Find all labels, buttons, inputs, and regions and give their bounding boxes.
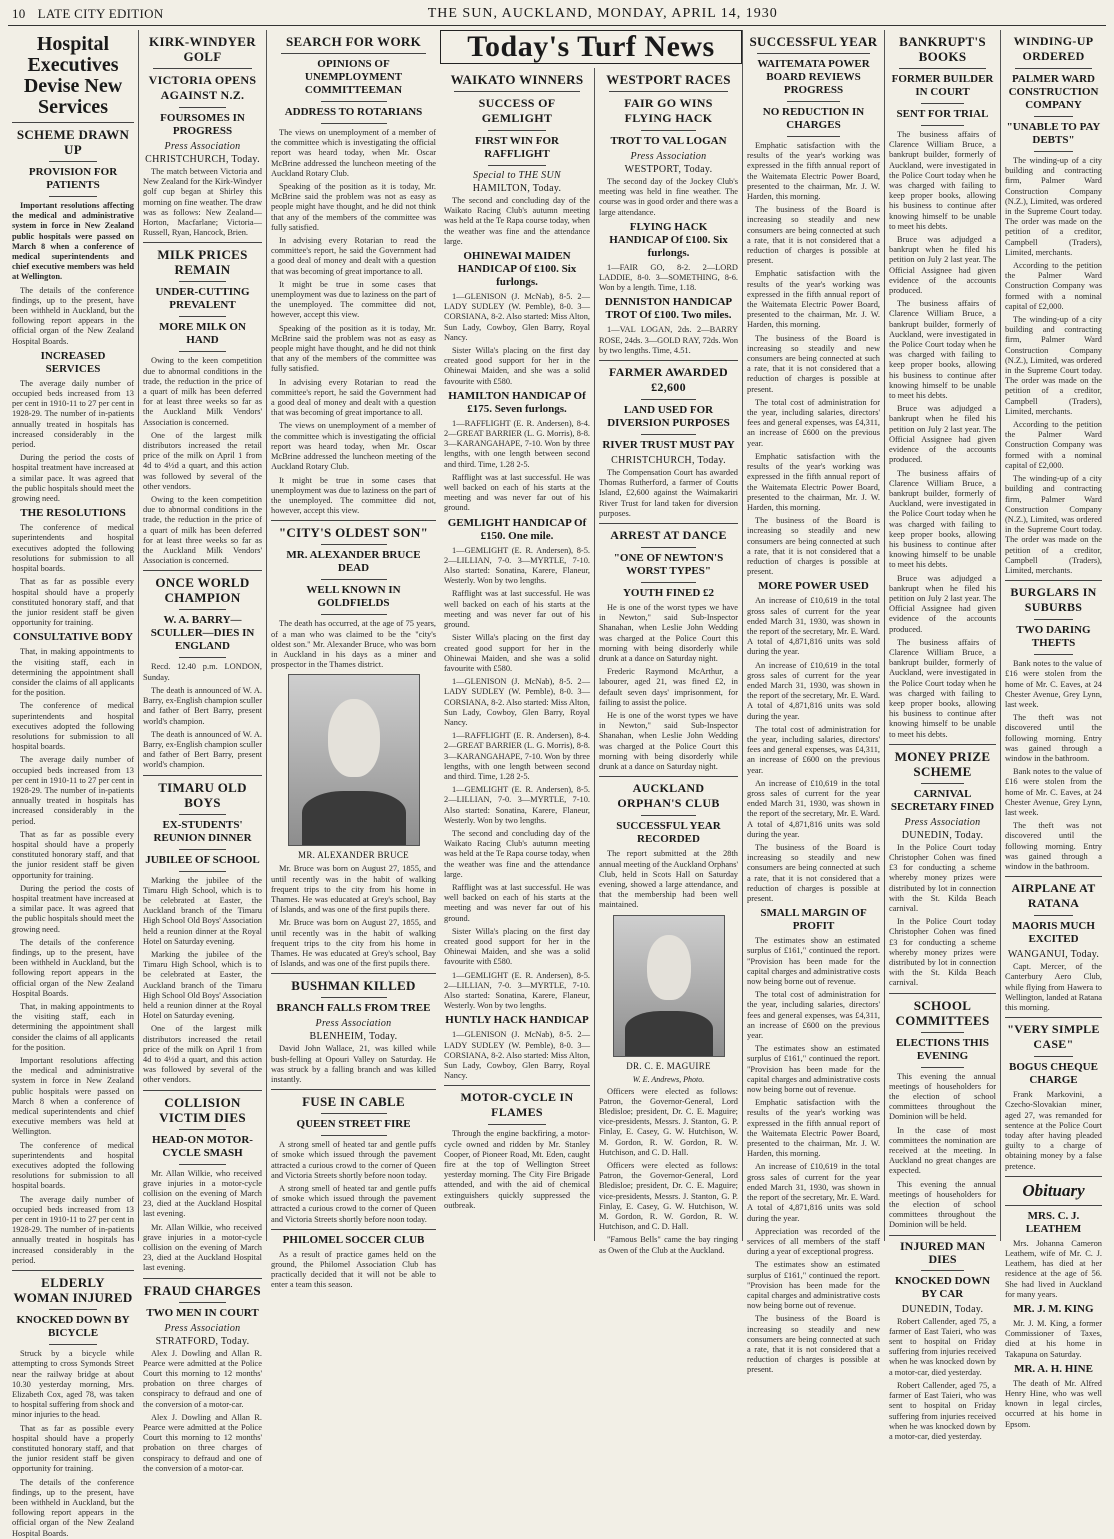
story-subheadline: VICTORIA OPENS AGAINST N.Z. [148,73,257,102]
story-headline: WAIKATO WINNERS [450,72,584,87]
paragraph: Emphatic satisfaction with the results of the year's working was expressed in the fifth annual report of the Waitemata Electric Power Board, presented to the chairman, Mr. J. W. Harden, this morning. [747,141,880,202]
paragraph: Alex J. Dowling and Allan R. Pearce were admitted at the Police Court this morning to 12 months' probation on three charges of conspiracy to defraud and one of the conversion of a motor-car. [143,1348,262,1409]
paragraph: Appreciation was recorded of the services of all members of the staff during a year of exceptional progress. [747,1226,880,1257]
paragraph: The match between Victoria and New Zealand for the Kirk-Windyer golf cup began at Shirley this morning on fine weather. The draw was as follows: New Zealand—Horton, Macfarlane; Victoria—Russell, Ryan, Hancock, Brien. [143,167,262,238]
column-6 [742,30,884,1375]
story-headline: TIMARU OLD BOYS [158,779,247,810]
story-headline: SEARCH FOR WORK [286,34,421,49]
story-subheadline: ELECTIONS THIS EVENING [895,1036,990,1062]
paragraph: The winding-up of a city building and contracting firm, Palmer Ward Construction Company (N.Z.), Limited, was ordered in the Supreme Court today. The order was made on the petition of a creditor, Campbell (Traders), Limited, merchants. [1005,315,1102,416]
obituary-heading: Obituary [1022,1180,1085,1200]
story-subheadline: JUBILEE OF SCHOOL [145,853,260,866]
story-subheadline: NO REDUCTION IN CHARGES [762,106,865,131]
story-headline: "CITY'S OLDEST SON" [278,525,429,541]
paragraph: One of the largest milk distributors increased the retail price of the milk on April 1 from 4d to 4½d a quart, and this action was followed by several of the other vendors. [143,430,262,491]
story-subheadline: SENT FOR TRIAL [896,108,989,120]
story-headline: MONEY PRIZE SCHEME [894,748,991,779]
paragraph: The winding-up of a city building and contracting firm, Palmer Ward Construction Company (N.Z.), Limited, was ordered in the Supreme Court today. The order was made on the petition of a creditor, Campbell (Traders), Limited, merchants. [1005,156,1102,257]
paragraph: The average daily number of occupied beds increased from 13 per cent in 1910-11 to 27 per cent in 1928-29. The number of in-patients annually treated in hospitals has increased considerably in the period. [12,1194,134,1265]
paragraph: In the Police Court today Christopher Cohen was fined £3 for conducting a scheme whereby money prizes were distributed by lot in connection with the St. Kilda Beach carnival. [889,917,996,988]
paragraph: Officers were elected as follows: Patron, the Governor-General, Lord Bledisloe; president, Dr. C. E. Maguire; vice-presidents, Messrs. J. Stanton, G. P. Finlay, E. Casey, G. W. Hutchison, W. M. Gordon, R. W. Gordon, R. W. Hutchison, and C. D. Hall. [599,1160,738,1232]
paragraph: An increase of £10,619 in the total gross sales of current for the year ended March 31, 1930, was shown in the report of the secretary, Mr. E. Ward. A total of 4,871,816 units was sold during the year. [747,596,880,657]
paragraph: As a result of practice games held on the ground, the Philomel Association Club has practically decided that it will not be able to enter a team this season. [271,1249,436,1290]
story-headline: FRAUD CHARGES [144,1282,261,1298]
paragraph: The death of Mr. Alfred Henry Hine, who was well known in legal circles, occurred at his home in Epsom. [1005,1378,1102,1429]
subheadline: PROVISION FOR PATIENTS [28,166,118,191]
paragraph: 1—FAIR GO, 8-2. 2—LORD LADDIE, 8-0. 3—SOMETHING, 8-6. Won by a length. Time, 1.18. [599,262,738,293]
story-subheadline: PALMER WARD CONSTRUCTION COMPANY [1008,73,1099,111]
paragraph: It might be true in some cases that unemployment was due to laziness on the part of the unemployed. The committee did not, however, accept this view. [271,279,436,320]
paragraph: Mr. Bruce was born on August 27, 1855, and until recently was in the habit of walking frequent trips to the city from his home in Thames. He was educated at Grey's school, Bay of Islands, and was one of the first pupils there. [271,918,436,969]
photo-caption: DR. C. E. MAGUIRE [626,1060,711,1071]
subheading: INCREASED SERVICES [40,349,106,375]
story-subheadline: LAND USED FOR DIVERSION PURPOSES [607,404,730,430]
paragraph: Bank notes to the value of £16 were stolen from the home of Mr. C. Eaves, at 24 Chester Avenue, Grey Lynn, last week. [1005,659,1102,709]
column-5 [594,68,742,1255]
column-3 [266,30,440,1290]
story-subheadline: YOUTH FINED £2 [622,587,715,600]
paragraph: Through the engine backfiring, a motor-cycle owned and ridden by Mr. Stanley Cooper, of Pioneer Road, Mt. Eden, caught fire at the top of Wellington Street yesterday morning. The City Fire Brigade attended, and with the aid of chemical extinguishers quickly suppressed the outbreak. [444,1129,590,1210]
turf-news-banner: Today's Turf News [440,30,742,64]
dateline: STRATFORD, Today. [155,1335,250,1347]
column-8 [1000,30,1106,1429]
paragraph: This evening the annual meetings of householders for the election of school committees throughout the Dominion will be held. [889,1179,996,1230]
paragraph: The death is announced of W. A. Barry, ex-English champion sculler and father of Bert Barry, present world's champion. [143,685,262,726]
dateline: CHRISTCHURCH, Today. [611,455,726,467]
paragraph: The winding-up of a city building and contracting firm, Palmer Ward Construction Company (N.Z.), Limited, was ordered in the Supreme Court today. The order was made on the petition of a creditor, Campbell (Traders), Limited, merchants. [1005,474,1102,575]
paragraph: The business of the Board is increasing so steadily and new consumers are being connected at such a rate, that it is not considered that a reduction of charges is possible at present. [747,516,880,577]
paragraph: 1—GEMLIGHT (E. R. Andersen), 8-5. 2—LILLIAN, 7-0. 3—MYRTLE, 7-10. Also started: Sonatina, Karere, Flaneur, Westerly. Won by two lengths. [444,545,590,586]
paragraph: Rafflight was at last successful. He was well backed on each of his starts at the meeting and was never far out of his ground. [444,472,590,513]
paragraph: The business affairs of Clarence William Bruce, a bankrupt builder, formerly of Auckland, were investigated in the Police Court today when he was charged with failing to keep proper books, allowing his business to continue after knowing himself to be unable to meet his debts. [889,299,996,401]
press-association: Press Association [315,1018,392,1030]
story-headline: MOTOR-CYCLE IN FLAMES [460,1090,574,1120]
paragraph: According to the petition the Palmer Ward Construction Company was formed with a nominal capital of £2,000. [1005,261,1102,311]
story-subheadline: FOURSOMES IN PROGRESS [160,112,245,137]
story-subheadline: WAITEMATA POWER BOARD REVIEWS PROGRESS [757,58,870,96]
paragraph: Sister Willa's placing on the first day created good support for her in the Ohinewai Maiden, and she was a solid favourite with £580. [444,346,590,386]
subheading: THE RESOLUTIONS [20,507,126,520]
paragraph: In the case of most committees the nomination are received at the meeting. In Auckland no great changes are expected. [889,1125,996,1176]
paragraph: Rafflight was at last successful. He was well backed on each of his starts at the meeting and was never far out of his ground. [444,589,590,630]
obituary-name: MR. J. M. KING [1013,1303,1094,1316]
paragraph: Robert Callender, aged 75, a farmer of East Taieri, who was sent to hospital on Friday suffering from injuries received when he was knocked down by a motor-car, died yesterday. [889,1380,996,1441]
press-association: Press Association [630,151,707,162]
special-note: Special to THE SUN [473,170,561,181]
paragraph: Owing to the keen competition due to abnormal conditions in the trade, the reduction in the price of a quart of milk has been deferred for at least three weeks so far as the Auckland Milk Vendors' Association is concerned. [143,356,262,427]
story-subheadline: UNDER-CUTTING PREVALENT [155,286,250,312]
story-subheadline: TWO DARING THEFTS [1016,624,1091,650]
paragraph: Bruce was adjudged a bankrupt when he filed his petition on July 2 last year. The Official Assignee had given evidence of the accounts produced. [889,573,996,634]
paragraph: In advising every Rotarian to read the committee's report, he said the Government had a good deal of money and dealt with a question that was becoming of great importance to all. [271,236,436,276]
story-headline: BANKRUPT'S BOOKS [899,34,986,64]
paragraph: The details of the conference findings, up to the present, have been withheld in Auckland, but the following report appears in the official organ of the New Zealand Hospital Boards. [12,1477,134,1538]
story-headline: AIRPLANE AT RATANA [1011,881,1096,911]
story-headline: PHILOMEL SOCCER CLUB [282,1233,425,1246]
paragraph: The conference of medical superintendents and hospital executives adopted the following resolutions for submission to all hospital boards. [12,701,134,752]
obituary-name: MR. A. H. HINE [1014,1362,1093,1375]
portrait-photo [613,915,725,1057]
paragraph: The business affairs of Clarence William Bruce, a bankrupt builder, formerly of Auckland, were investigated in the Police Court today when he was charged with failing to keep proper books, allowing his business to continue after knowing himself to be unable to meet his debts. [889,468,996,570]
paragraph: The theft was not discovered until the following morning. Entry was gained through a window in the bathroom. [1005,821,1102,871]
story-headline: ELDERLY WOMAN INJURED [13,1275,133,1306]
paragraph: One of the largest milk distributors increased the retail price of the milk on April 1 from 4d to 4½d a quart, and this action was followed by several of the other vendors. [143,1024,262,1085]
paragraph: The business affairs of Clarence William Bruce, a bankrupt builder, formerly of Auckland, were investigated in the Police Court today when he was charged with failing to keep proper books, allowing his business to continue after knowing himself to be unable to meet his debts. [889,130,996,231]
paragraph: Rafflight was at last successful. He was well backed on each of his starts at the meeting and was never far out of his ground. [444,882,590,923]
paragraph: An increase of £10,619 in the total gross sales of current for the year ended March 31, 1930, was shown in the report of the secretary, Mr. E. Ward. A total of 4,871,816 units was sold during the year. [747,660,880,721]
story-subheadline: WELL KNOWN IN GOLDFIELDS [306,584,401,610]
story-headline: KIRK-WINDYER GOLF [149,34,256,64]
dateline: Recd. 12.40 p.m. LONDON, Sunday. [143,662,262,682]
paragraph: He is one of the worst types we have in Newton," said Sub-Inspector Shanahan, when Leslie John Wedding was charged at the Police Court this morning with being disorderly while drunk at a dance on Saturday night. [599,711,738,772]
paragraph: The details of the conference findings, up to the present, have been withheld in Auckland, but the following report appears in the official organ of the New Zealand Hospital Boards. [12,285,134,346]
paragraph: The death is announced of W. A. Barry, ex-English champion sculler and father of Bert Barry, present world's champion. [143,729,262,770]
paragraph: 1—GLENISON (J. McNab), 8-5. 2—LADY SUDLEY (W. Pemble), 8-0. 3—CORSIANA, 8-2. Also started: Miss Alton, Sun Lady, Cowboy, Glen Barry, Royal Nancy. [444,1030,590,1081]
paragraph: Bruce was adjudged a bankrupt when he filed his petition on July 2 last year. The Official Assignee had given evidence of the accounts produced. [889,404,996,465]
story-subheadline: TWO MEN IN COURT [146,1306,259,1319]
paragraph: A strong smell of heated tar and gentle puffs of smoke which issued through the pavement attracted a curious crowd to the corner of Queen and Victoria Streets shortly before noon today. [271,1183,436,1224]
paragraph: "Famous Bells" came the bay ringing as Owen of the Club at the Auckland. [599,1235,738,1255]
story-headline: ARREST AT DANCE [610,528,727,543]
paragraph: According to the petition the Palmer Ward Construction Company was formed with a nominal capital of £2,000. [1005,420,1102,470]
paragraph: Capt. Mercer, of the Canterbury Aero Club, while flying from Hawera to Wellington, landed at Ratana this morning. [1005,962,1103,1012]
paragraph: Bruce was adjudged a bankrupt when he filed his petition on July 2 last year. The Official Assignee had given evidence of the accounts produced. [889,235,996,296]
paragraph: Important resolutions affecting the medical and administrative system in force in New Zealand public hospitals were passed on March 8 when a conference of medical superintendents and chief executive members was held at Wellington. [12,1056,134,1137]
paragraph: Mr. J. M. King, a former Commissioner of Taxes, died at his home in Takapuna on Saturday. [1005,1319,1102,1359]
paragraph: That as far as possible every hospital should have a properly constituted honorary staff, and that the junior resident staff be given opportunity for training. [12,1423,134,1474]
story-headline: COLLISION VICTIM DIES [159,1094,246,1125]
story-headline: FARMER AWARDED £2,600 [609,365,728,395]
paragraph: Robert Callender, aged 75, a farmer of East Taieri, who was sent to hospital on Friday suffering from injuries received when he was knocked down by a motor-car, died yesterday. [889,1316,996,1377]
paragraph: This evening the annual meetings of householders for the election of school committees throughout the Dominion will be held. [889,1071,996,1122]
paragraph: 1—GEMLIGHT (E. R. Andersen), 8-5. 2—LILLIAN, 7-0. 3—MYRTLE, 7-10. Also started: Sonatina, Karere, Flaneur, Westerly. Won by two lengths. [444,970,590,1011]
story-subheadline: ADDRESS TO ROTARIANS [284,106,423,118]
paragraph: The total cost of administration for the year, including salaries, directors' fees and general expenses, was £4,311, an increase of £600 on the previous year. [747,724,880,775]
story-subheadline: TROT TO VAL LOGAN [610,135,727,147]
paragraph: Sister Willa's placing on the first day created good support for her in the Ohinewai Maiden, and she was a solid favourite with £580. [444,926,590,967]
paragraph: Struck by a bicycle while attempting to cross Symonds Street near the railway bridge at about 10.30 yesterday morning, Mrs. Elizabeth Cox, aged 78, was taken to hospital suffering from shock and minor injuries to the head. [12,1349,134,1420]
story-headline: WESTPORT RACES [606,72,731,87]
story-subheadline: FIRST WIN FOR RAFFLIGHT [475,135,559,160]
story-headline: MILK PRICES REMAIN [157,247,248,278]
press-association: Press Association [164,1322,241,1334]
story-headline: INJURED MAN DIES [900,1238,985,1266]
story-headline: BURGLARS IN SUBURBS [1010,585,1097,615]
paragraph: The second and concluding day of the Waikato Racing Club's autumn meeting was held at the Te Rapa course today, when the weather was fine and the attendance large. [444,828,590,879]
story-subheadline: QUEEN STREET FIRE [296,1118,411,1131]
paragraph: The business affairs of Clarence William Bruce, a bankrupt builder, formerly of Auckland, were investigated in the Police Court today when he was charged with failing to keep proper books, allowing his business to continue after knowing himself to be unable to meet his debts. [889,637,996,739]
paragraph: In the Police Court today Christopher Cohen was fined £3 for conducting a scheme whereby money prizes were distributed by lot in connection with the St. Kilda Beach carnival. [889,842,996,913]
paragraph: Emphatic satisfaction with the results of the year's working was expressed in the fifth annual report of the Waitemata Electric Power Board, presented to the chairman, Mr. J. W. Harden, this morning. [747,451,880,512]
photo-caption: MR. ALEXANDER BRUCE [298,850,409,861]
story-subheadline: KNOCKED DOWN BY CAR [894,1274,991,1300]
column-2 [138,30,266,1473]
press-association: Press Association [164,141,241,152]
paragraph: It might be true in some cases that unemployment was due to laziness on the part of the unemployed. The committee did not, however, accept this view. [271,475,436,516]
paragraph: An increase of £10,619 in the total gross sales of current for the year ended March 31, 1930, was shown in the report of the secretary, Mr. E. Ward. A total of 4,871,816 units was sold during the year. [747,1162,880,1223]
race-title: HAMILTON HANDICAP Of £175. Seven furlongs. [448,389,586,415]
paragraph: Alex J. Dowling and Allan R. Pearce were admitted at the Police Court this morning to 12 months' probation on three charges of conspiracy to defraud and one of the conversion of a motor-car. [143,1412,262,1473]
paragraph: The Compensation Court has awarded Thomas Rutherford, a farmer of Coutts Island, £2,600 against the Waimakariri River Trust for land taken for diversion purposes. [599,468,738,518]
dateline: WANGANUI, Today. [1007,949,1100,961]
dateline: WESTPORT, Today. [624,164,713,175]
paragraph: Speaking of the position as it is today, Mr. McBrine said the problem was not as easy as people might have thought, and he did not think that any of the members of the committee was fully satisfied. [271,323,436,374]
story-subheadline: EX-STUDENTS' REUNION DINNER [153,818,252,844]
paragraph: Mr. Bruce was born on August 27, 1855, and until recently was in the habit of walking frequent trips to the city from his home in Thames. He was educated at Grey's school, Bay of Islands, and was one of the first pupils there. [271,864,436,915]
paragraph: 1—GLENISON (J. McNab), 8-5. 2—LADY SUDLEY (W. Pemble), 8-0. 3—CORSIANA, 8-2. Also started: Miss Alton, Sun Lady, Cowboy, Glen Barry, Royal Nancy. [444,292,590,342]
dateline: HAMILTON, Today. [472,183,562,194]
headline: Hospital Executives Devise New Services [23,33,123,118]
page-number: 10 [12,6,26,21]
story-subheadline: OPINIONS OF UNEMPLOYMENT COMMITTEEMAN [304,58,403,96]
paragraph: The views on unemployment of a member of the committee which is investigating the official report was heard today, when Mr. Oscar McBrine addressed the luncheon meeting of the Auckland Rotary Club. [271,128,436,178]
story-headline: WINDING-UP ORDERED [1013,34,1094,63]
paragraph: The theft was not discovered until the following morning. Entry was gained through a window in the bathroom. [1005,713,1102,763]
story-headline: "VERY SIMPLE CASE" [1007,1022,1100,1052]
dateline: DUNEDIN, Today. [901,829,984,841]
paragraph: Mr. Allan Wilkie, who received grave injuries in a motor-cycle collision on the evening of March 23, died at the Auckland Hospital last evening. [143,1168,262,1219]
story-subheadline: KNOCKED DOWN BY BICYCLE [16,1314,130,1340]
story-subheadline: "ONE OF NEWTON'S WORST TYPES" [613,552,724,578]
paragraph: The average daily number of occupied beds increased from 13 per cent in 1910-11 to 27 per cent in 1928-29. The number of in-patients annually treated in hospitals has increased considerably in the period. [12,378,134,450]
story-subheadline: SUCCESS OF GEMLIGHT [478,96,556,125]
paragraph: 1—RAFFLIGHT (E. R. Andersen), 8-4. 2—GREAT BARRIER (L. G. Morris), 8-8. 3—KARANGAHAPE, 7-10. Won by three lengths, with one length between second and third. Time, 1.28 2-5. [444,731,590,781]
paragraph: That, in making appointments to the visiting staff, each in determining the appointment shall consider the claims of all applicants for the position. [12,647,134,698]
paragraph: An increase of £10,619 in the total gross sales of current for the year ended March 31, 1930, was shown in the report of the secretary, Mr. E. Ward. A total of 4,871,816 units was sold during the year. [747,778,880,839]
paragraph: That, in making appointments to the visiting staff, each in determining the appointment shall consider the claims of all applicants for the position. [12,1002,134,1052]
paragraph: That as far as possible every hospital should have a properly constituted honorary staff, and that the junior resident staff be given opportunity for training. [12,829,134,880]
dateline: CHRISTCHURCH, Today. [145,154,260,165]
column-4 [440,68,594,1241]
race-title: HUNTLY HACK HANDICAP [445,1014,589,1027]
paragraph: Important resolutions affecting the medical and administrative system in force in New Zealand public hospitals were passed on March 8 when a conference of medical superintendents and chief executive members was held at Wellington. [12,201,134,282]
paragraph: The views on unemployment of a member of the committee which is investigating the official report was heard today, when Mr. Oscar McBrine addressed the luncheon meeting of the Auckland Rotary Club. [271,421,436,472]
story-headline: BUSHMAN KILLED [291,978,416,994]
story-subheadline: BOGUS CHEQUE CHARGE [1009,1061,1098,1087]
paragraph: He is one of the worst types we have in Newton," said Sub-Inspector Shanahan, when Leslie John Wedding was charged at the Police Court this morning with being disorderly while drunk at a dance on Saturday night. [599,603,738,664]
paragraph: Officers were elected as follows: Patron, the Governor-General, Lord Bledisloe; president, Dr. C. E. Maguire; vice-presidents, Messrs. J. Stanton, G. P. Finlay, E. Casey, G. W. Hutchison, W. M. Gordon, R. W. Gordon, R. W. Hutchison, and C. D. Hall. [599,1086,738,1157]
paragraph: The report submitted at the 28th annual meeting of the Auckland Orphans' Club, held in Scots Hall on Saturday evening, showed a large attendance, and that the membership had been well maintained. [599,849,738,910]
paper-title: THE SUN, AUCKLAND, MONDAY, APRIL 14, 1930 [427,6,778,21]
subheading: MORE POWER USED [758,580,869,593]
paragraph: The average daily number of occupied beds increased from 13 per cent in 1910-11 to 27 per cent in 1928-29. The number of in-patients annually treated in hospitals has increased considerably in the period. [12,755,134,826]
masthead [8,6,1106,26]
story-subheadline: FAIR GO WINS FLYING HACK [624,96,713,125]
paragraph: Mrs. Johanna Cameron Leathem, wife of Mr. C. J. Leathem, has died at her residence at the age of 56. She had lived in Auckland for many years. [1005,1238,1102,1299]
paragraph: Emphatic satisfaction with the results of the year's working was expressed in the fifth annual report of the Waitemata Electric Power Board, presented to the chairman, Mr. J. W. Harden, this morning. [747,1098,880,1159]
paragraph: 1—GEMLIGHT (E. R. Andersen), 8-5. 2—LILLIAN, 7-0. 3—MYRTLE, 7-10. Also started: Sonatina, Karere, Flaneur, Westerly. Won by two lengths. [444,785,590,825]
paragraph: Owing to the keen competition due to abnormal conditions in the trade, the reduction in the price of a quart of milk has been deferred for at least three weeks so far as the Auckland Milk Vendors' Association is concerned. [143,495,262,566]
paragraph: Frank Markovini, a Czecho-Slovakian miner, aged 27, was remanded for sentence at the Police Court today after having pleaded guilty to a charge of obtaining money by a false pretence. [1005,1090,1102,1171]
paragraph: The details of the conference findings, up to the present, have been withheld in Auckland, but the following report appears in the official organ of the New Zealand Hospital Boards. [12,937,134,998]
story-subheadline: W. A. BARRY—SCULLER—DIES IN ENGLAND [150,614,255,653]
paragraph: The business of the Board is increasing so steadily and new consumers are being connected at such a rate, that it is not considered that a reduction of charges is possible at present. [747,205,880,266]
paragraph: Bank notes to the value of £16 were stolen from the home of Mr. C. Eaves, at 24 Chester Avenue, Grey Lynn, last week. [1005,767,1102,817]
paragraph: The conference of medical superintendents and hospital executives adopted the following resolutions for submission to all hospital boards. [12,523,134,574]
race-title: OHINEWAI MAIDEN HANDICAP Of £100. Six furlongs. [457,250,577,289]
paragraph: Emphatic satisfaction with the results of the year's working was expressed in the fifth annual report of the Waitemata Electric Power Board, presented to the chairman, Mr. J. W. Harden, this morning. [747,269,880,330]
paragraph: A strong smell of heated tar and gentle puffs of smoke which issued through the pavement attracted a curious crowd to the corner of Queen and Victoria Streets shortly before noon today. [271,1140,436,1180]
story-headline: SCHOOL COMMITTEES [895,997,990,1028]
dateline: BLENHEIM, Today. [309,1031,398,1043]
paragraph: The conference of medical superintendents and hospital executives adopted the following resolutions for submission to all hospital boards. [12,1140,134,1191]
paragraph: Frederic Raymond McArthur, a labourer, aged 21, was fined £2, in default seven days' imprisonment, for failing to assist the police. [599,667,738,707]
paragraph: That as far as possible every hospital should have a properly constituted honorary staff, and that the junior resident staff be given opportunity for training. [12,577,134,628]
paragraph: The total cost of administration for the year, including salaries, directors' fees and general expenses, was £4,311, an increase of £600 on the previous year. [747,990,880,1041]
story-subheadline: MORE MILK ON HAND [159,321,246,347]
paragraph: 1—VAL LOGAN, 2ds. 2—BARRY ROSE, 24ds. 3—GOLD RAY, 72ds. Won by two lengths. Time, 4.51. [599,325,739,355]
paragraph: During the period the costs of hospital treatment have increased at a similar pace. It was agreed that the public hospitals should meet the growing need. [12,453,134,504]
story-subheadline: CARNIVAL SECRETARY FINED [890,787,995,813]
story-subheadline: SUCCESSFUL YEAR RECORDED [616,820,721,846]
race-title: GEMLIGHT HANDICAP Of £150. One mile. [447,516,587,542]
paragraph: 1—GLENISON (J. McNab), 8-5. 2—LADY SUDLEY (W. Pemble), 8-0. 3—CORSIANA, 8-2. Also started: Miss Alton, Sun Lady, Cowboy, Glen Barry, Royal Nancy. [444,677,590,727]
obituary-name: MRS. C. J. LEATHEM [1025,1209,1082,1235]
paragraph: The total cost of administration for the year, including salaries, directors' fees and general expenses, was £4,311, an increase of £600 on the previous year. [747,397,880,448]
story-headline: FUSE IN CABLE [302,1094,405,1110]
story-subheadline: "UNABLE TO PAY DEBTS" [1006,121,1101,146]
story-headline: AUCKLAND ORPHAN'S CLUB [617,781,720,811]
dateline: DUNEDIN, Today. [901,1303,984,1315]
story-headline: SUCCESSFUL YEAR [749,34,878,49]
columns [8,26,1106,1538]
paragraph: During the period the costs of hospital treatment have increased at a similar pace. It was agreed that the public hospitals should meet the growing need. [12,883,134,934]
story-subheadline: BRANCH FALLS FROM TREE [276,1002,431,1015]
paragraph: Mr. Allan Wilkie, who received grave injuries in a motor-cycle collision on the evening of March 23, died at the Auckland Hospital last evening. [143,1222,262,1273]
photo-credit: W. E. Andrews, Photo. [632,1074,705,1084]
story-subheadline: MAORIS MUCH EXCITED [1012,920,1095,946]
story-headline: ONCE WORLD CHAMPION [155,575,250,606]
story-subheadline: FORMER BUILDER IN COURT [891,73,994,98]
paragraph: Marking the jubilee of the Timaru High School, which is to be celebrated at Easter, the Auckland branch of the Timaru High School Old Boys' Association held a reunion dinner at the Royal Hotel on Saturday evening. [143,949,262,1021]
subheading: SMALL MARGIN OF PROFIT [760,907,867,933]
race-title: FLYING HACK HANDICAP Of £100. Six furlongs. [609,220,728,259]
subheadline: SCHEME DRAWN UP [16,127,130,157]
paragraph: The business of the Board is increasing so steadily and new consumers are being connected at such a rate, that it is not considered that a reduction of charges is possible at present. [747,333,880,394]
portrait-photo [288,674,420,846]
paragraph: The estimates show an estimated surplus of £161," continued the report. "Provision has been made for the capital charges and administrative costs now being borne out of revenue. [747,1260,880,1311]
column-7 [884,30,1000,1441]
race-title: DENNISTON HANDICAP TROT Of £100. Two miles. [604,296,733,322]
paragraph: The business of the Board is increasing so steadily and new consumers are being connected at such a rate, that it is not considered that a reduction of charges is possible at present. [747,843,880,904]
paragraph: The estimates show an estimated surplus of £161," continued the report. "Provision has been made for the capital charges and administrative costs now being borne out of revenue. [747,1044,880,1095]
story-subheadline: HEAD-ON MOTOR-CYCLE SMASH [152,1133,253,1159]
story-subheadline: MR. ALEXANDER BRUCE DEAD [286,549,421,575]
paragraph: Speaking of the position as it is today, Mr. McBrine said the problem was not as easy as people might have thought, and he did not think that any of the members of the committee was fully satisfied. [271,182,436,232]
paragraph: Marking the jubilee of the Timaru High School, which is to be celebrated at Easter, the Auckland branch of the Timaru High School Old Boys' Association held a reunion dinner at the Royal Hotel on Saturday evening. [143,875,262,946]
paragraph: Sister Willa's placing on the first day created good support for her in the Ohinewai Maiden, and she was a solid favourite with £580. [444,633,590,673]
paragraph: The business of the Board is increasing so steadily and new consumers are being connected at such a rate, that it is not considered that a reduction of charges is possible at present. [747,1314,880,1375]
paragraph: David John Wallace, 21, was killed while bush-felling at Opouri Valley on Saturday. He was struck by a falling branch and was killed instantly. [271,1044,436,1084]
paragraph: The death has occurred, at the age of 75 years, of a man who was claimed to be the "city's oldest son." Mr. Alexander Bruce, who was born in Auckland in his days as a miner and prospector in the Thames district. [271,619,436,670]
subheading: CONSULTATIVE BODY [13,631,133,644]
paragraph: The estimates show an estimated surplus of £161," continued the report. "Provision has been made for the capital charges and administrative costs now being borne out of revenue. [747,936,880,987]
edition-label: LATE CITY EDITION [37,6,164,21]
paragraph: 1—RAFFLIGHT (E. R. Andersen), 8-4. 2—GREAT BARRIER (L. G. Morris), 8-8. 3—KARANGAHAPE, 7-10. Won by three lengths, with one length between second and third. Time, 1.28 2-5. [444,418,590,469]
press-association: Press Association [904,816,981,828]
story-subheadline: RIVER TRUST MUST PAY [602,439,735,452]
paragraph: The second day of the Jockey Club's meeting was held in fine weather. The course was in good order and there was a large attendance. [599,177,738,217]
paragraph: In advising every Rotarian to read the committee's report, he said the Government had a good deal of money and dealt with a question that was becoming of great importance to all. [271,377,436,418]
column-1 [8,30,138,1538]
paragraph: The second and concluding day of the Waikato Racing Club's autumn meeting was held at the Te Rapa course today, when the weather was fine and the attendance large. [444,196,590,246]
